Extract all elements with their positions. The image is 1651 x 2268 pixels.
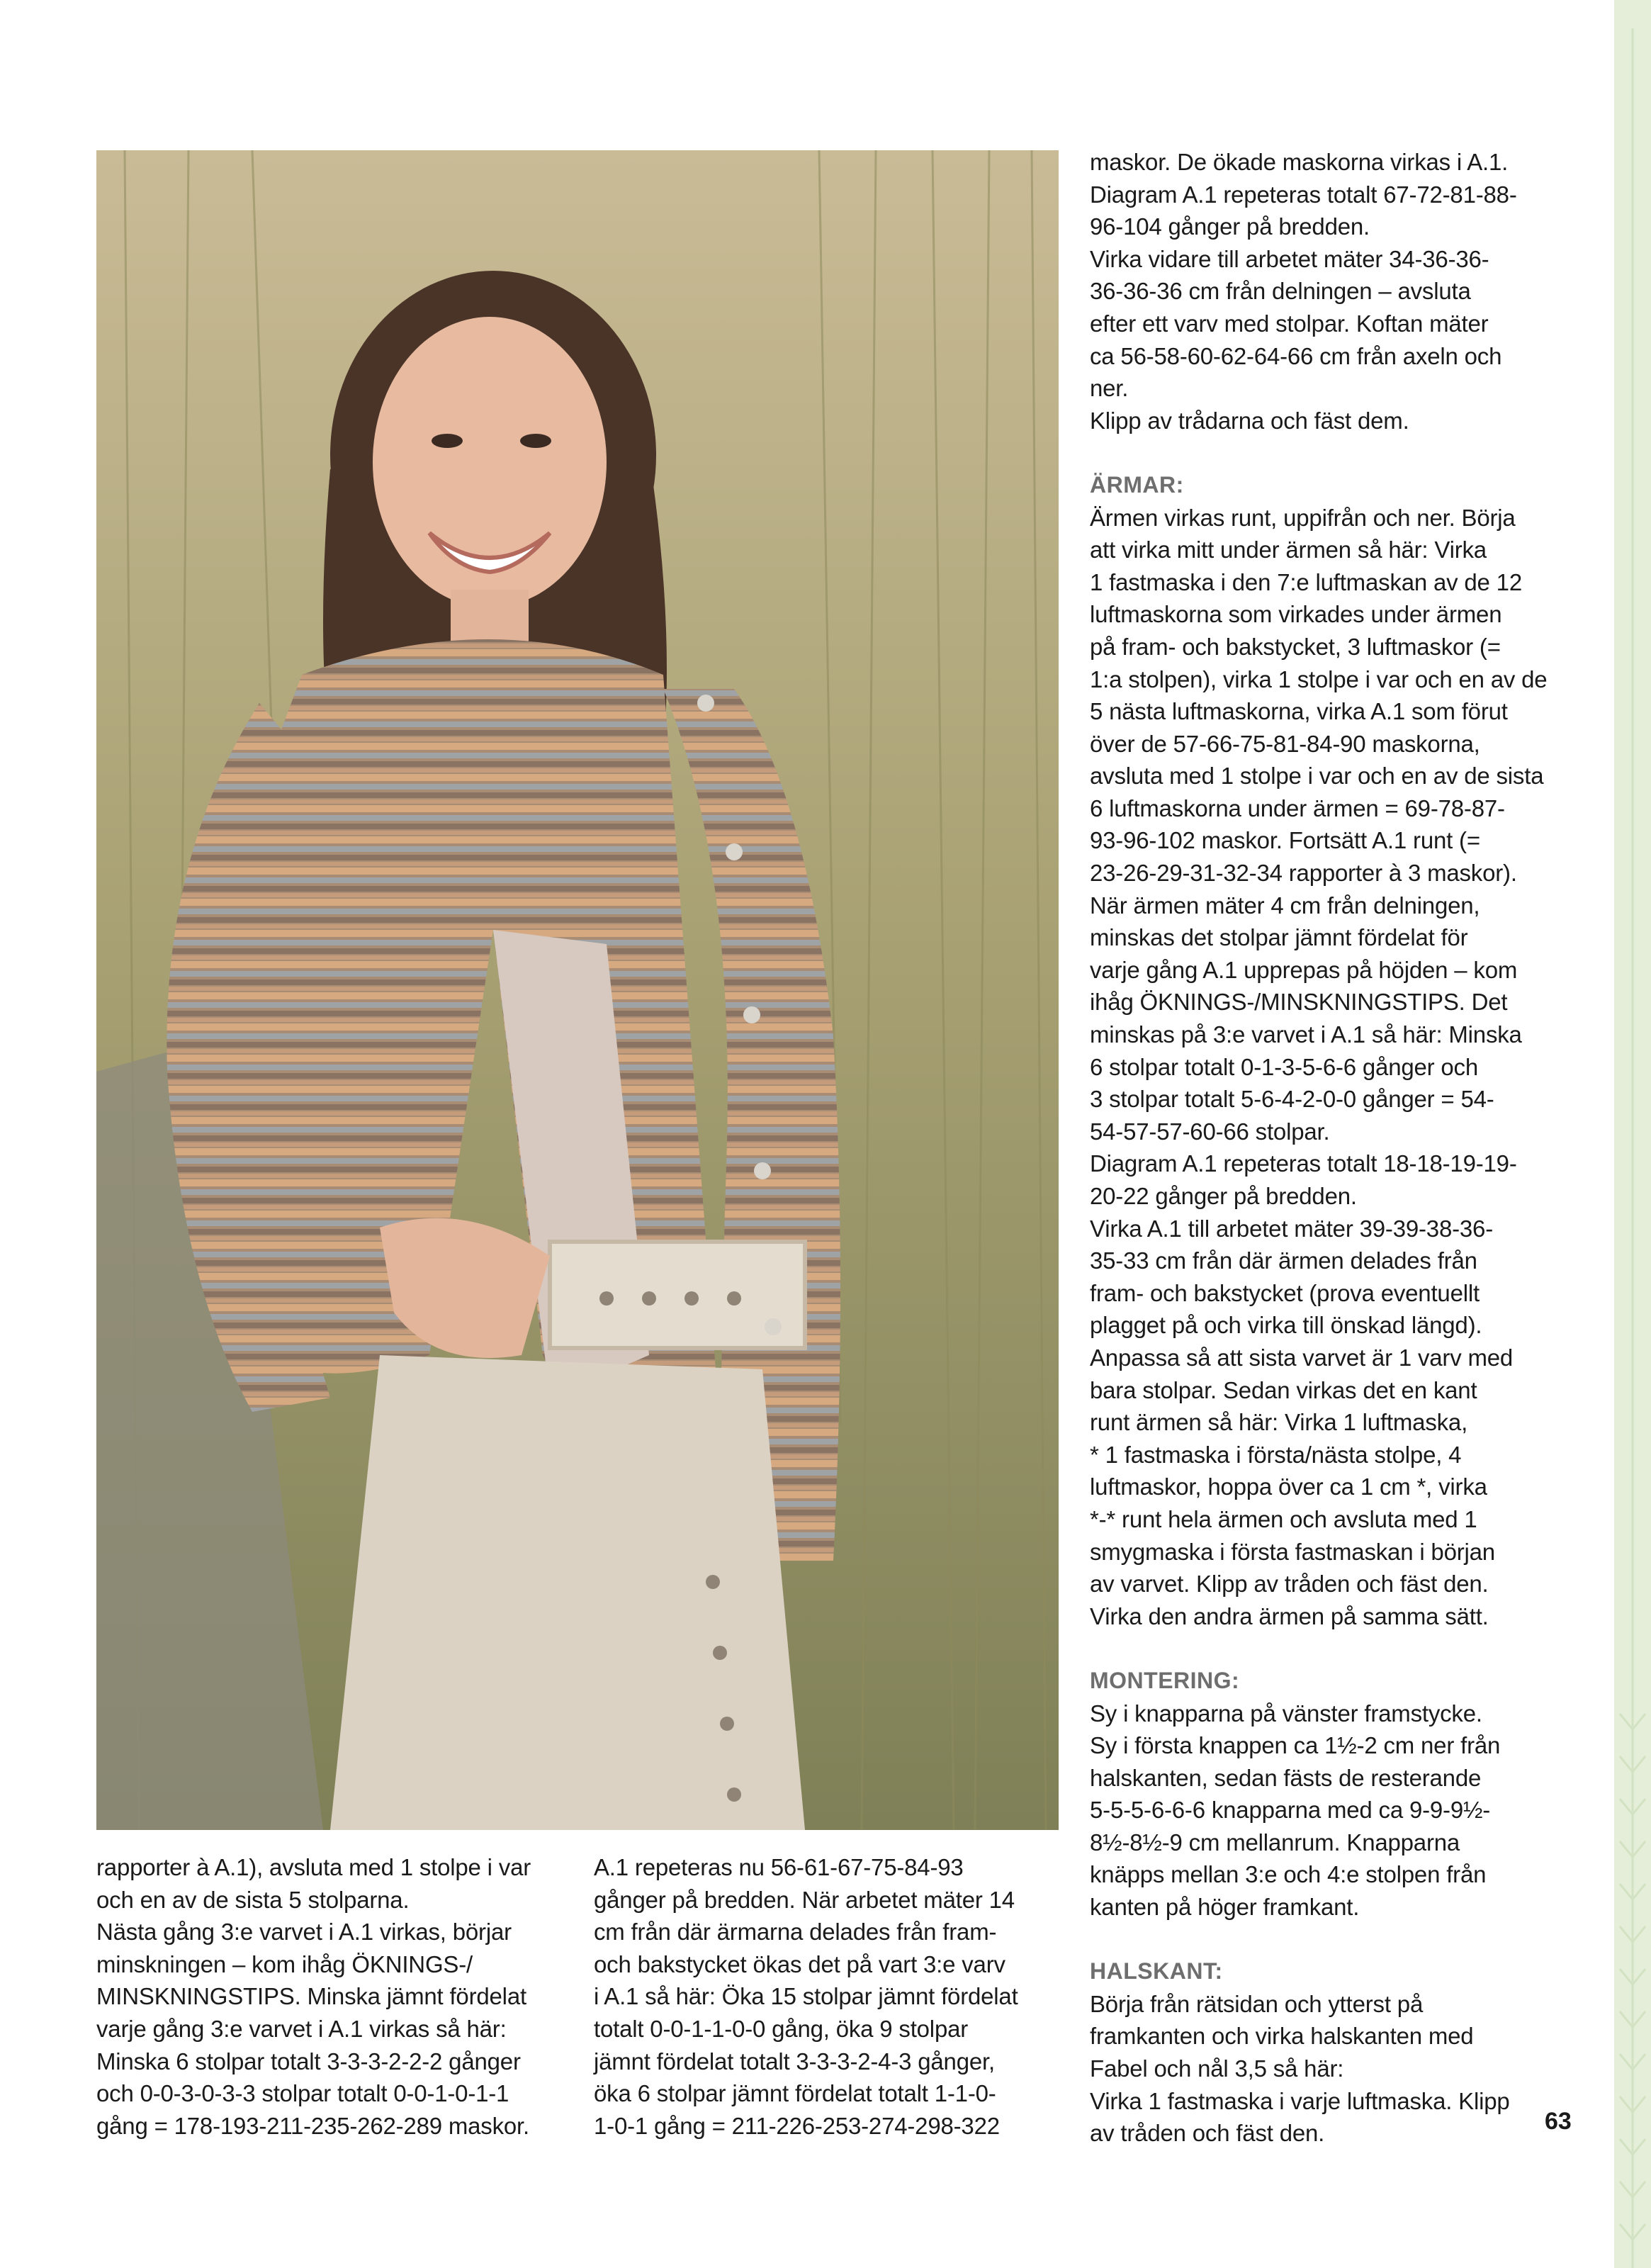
text-line: minskas det stolpar jämnt fördelat för bbox=[1090, 924, 1468, 951]
text-line: * 1 fastmaska i första/nästa stolpe, 4 bbox=[1090, 1441, 1462, 1468]
text-line: och en av de sista 5 stolparna. bbox=[96, 1886, 410, 1913]
text-line: cm från där ärmarna delades från fram- bbox=[594, 1919, 997, 1946]
middle-text-column bbox=[594, 1851, 1047, 2142]
text-line: avsluta med 1 stolpe i var och en av de sista bbox=[1090, 763, 1544, 790]
text-line: rapporter à A.1), avsluta med 1 stolpe i var bbox=[96, 1854, 531, 1880]
text-line: gång = 178-193-211-235-262-289 maskor. bbox=[96, 2112, 529, 2139]
leaf-pattern-decoration bbox=[1614, 0, 1651, 2268]
text-line: runt ärmen så här: Virka 1 luftmaska, bbox=[1090, 1409, 1468, 1436]
text-line: Ärmen virkas runt, uppifrån och ner. Börja bbox=[1090, 504, 1516, 531]
text-line: 3 stolpar totalt 5-6-4-2-0-0 gånger = 54- bbox=[1090, 1086, 1494, 1113]
text-line: ihåg ÖKNINGS-/MINSKNINGSTIPS. Det bbox=[1090, 989, 1508, 1016]
page-number: 63 bbox=[1545, 2108, 1572, 2135]
text-line: 6 stolpar totalt 0-1-3-5-6-6 gånger och bbox=[1090, 1053, 1479, 1080]
text-line: 20-22 gånger på bredden. bbox=[1090, 1183, 1357, 1209]
text-line: Fabel och nål 3,5 så här: bbox=[1090, 2055, 1344, 2082]
text-line: 54-57-57-60-66 stolpar. bbox=[1090, 1118, 1330, 1145]
text-line: När ärmen mäter 4 cm från delningen, bbox=[1090, 892, 1480, 919]
text-line: kanten på höger framkant. bbox=[1090, 1894, 1360, 1921]
text-line: Diagram A.1 repeteras totalt 18-18-19-19- bbox=[1090, 1150, 1517, 1177]
text-line: 8½-8½-9 cm mellanrum. Knapparna bbox=[1090, 1829, 1460, 1856]
text-line: Virka den andra ärmen på samma sätt. bbox=[1090, 1602, 1489, 1629]
page-margin-strip bbox=[1614, 0, 1651, 2268]
text-line: Diagram A.1 repeteras totalt 67-72-81-88- bbox=[1090, 181, 1517, 208]
text-line: jämnt fördelat totalt 3-3-3-2-4-3 gånger, bbox=[594, 2048, 995, 2075]
text-line: 6 luftmaskorna under ärmen = 69-78-87- bbox=[1090, 795, 1505, 821]
text-line: minskningen – kom ihåg ÖKNINGS-/ bbox=[96, 1950, 473, 1977]
text-line: av tråden och fäst den. bbox=[1090, 2120, 1325, 2147]
text-line: bara stolpar. Sedan virkas det en kant bbox=[1090, 1376, 1477, 1403]
text-line: 93-96-102 maskor. Fortsätt A.1 runt (= bbox=[1090, 827, 1480, 854]
text-line: framkanten och virka halskanten med bbox=[1090, 2023, 1474, 2050]
right-text-column bbox=[1090, 146, 1572, 2150]
text-line: luftmaskorna som virkades under ärmen bbox=[1090, 601, 1502, 628]
text-line: Anpassa så att sista varvet är 1 varv med bbox=[1090, 1344, 1514, 1371]
text-line: Sy i knapparna på vänster framstycke. bbox=[1090, 1700, 1482, 1727]
text-line: över de 57-66-75-81-84-90 maskorna, bbox=[1090, 730, 1480, 757]
text-line: varje gång 3:e varvet i A.1 virkas så här: bbox=[96, 2015, 507, 2042]
text-line: 1 fastmaska i den 7:e luftmaskan av de 12 bbox=[1090, 568, 1522, 595]
photo-illustration bbox=[96, 150, 1059, 1830]
text-line: 5-5-5-6-6-6 knapparna med ca 9-9-9½- bbox=[1090, 1797, 1491, 1824]
text-line: Minska 6 stolpar totalt 3-3-3-2-2-2 gånger bbox=[96, 2048, 521, 2075]
text-line: Virka A.1 till arbetet mäter 39-39-38-36- bbox=[1090, 1215, 1493, 1242]
model-photo bbox=[96, 150, 1059, 1830]
text-line: A.1 repeteras nu 56-61-67-75-84-93 bbox=[594, 1854, 964, 1880]
text-line: Sy i första knappen ca 1½-2 cm ner från bbox=[1090, 1732, 1501, 1759]
text-line: *-* runt hela ärmen och avsluta med 1 bbox=[1090, 1505, 1477, 1532]
text-line: Virka 1 fastmaska i varje luftmaska. Klipp bbox=[1090, 2087, 1510, 2114]
text-line: luftmaskor, hoppa över ca 1 cm *, virka bbox=[1090, 1473, 1487, 1500]
text-line: smygmaska i första fastmaskan i början bbox=[1090, 1538, 1495, 1565]
text-line: Klipp av trådarna och fäst dem. bbox=[1090, 407, 1409, 434]
text-line: maskor. De ökade maskorna virkas i A.1. bbox=[1090, 149, 1509, 175]
text-line: 96-104 gånger på bredden. bbox=[1090, 213, 1370, 240]
section-heading-armar: ÄRMAR: bbox=[1090, 471, 1184, 498]
section-heading-halskant: HALSKANT: bbox=[1090, 1958, 1223, 1984]
left-text-column bbox=[96, 1851, 564, 2142]
text-line: att virka mitt under ärmen så här: Virka bbox=[1090, 537, 1487, 563]
text-line: och bakstycket ökas det på vart 3:e varv bbox=[594, 1950, 1005, 1977]
text-line: av varvet. Klipp av tråden och fäst den. bbox=[1090, 1571, 1489, 1598]
text-line: totalt 0-0-1-1-0-0 gång, öka 9 stolpar bbox=[594, 2015, 969, 2042]
text-line: på fram- och bakstycket, 3 luftmaskor (= bbox=[1090, 633, 1501, 660]
text-line: MINSKNINGSTIPS. Minska jämnt fördelat bbox=[96, 1983, 526, 2010]
text-line: Börja från rätsidan och ytterst på bbox=[1090, 1990, 1424, 2017]
text-line: öka 6 stolpar jämnt fördelat totalt 1-1-0- bbox=[594, 2080, 996, 2107]
text-line: ner. bbox=[1090, 375, 1129, 402]
text-line: 23-26-29-31-32-34 rapporter à 3 maskor). bbox=[1090, 860, 1517, 887]
text-line: 35-33 cm från där ärmen delades från bbox=[1090, 1247, 1477, 1274]
section-heading-montering: MONTERING: bbox=[1090, 1667, 1240, 1693]
text-line: 1-0-1 gång = 211-226-253-274-298-322 bbox=[594, 2112, 1000, 2139]
text-line: ca 56-58-60-62-64-66 cm från axeln och bbox=[1090, 342, 1502, 369]
text-line: 5 nästa luftmaskorna, virka A.1 som förut bbox=[1090, 698, 1508, 725]
text-line: gånger på bredden. När arbetet mäter 14 bbox=[594, 1886, 1015, 1913]
text-line: 1:a stolpen), virka 1 stolpe i var och en av de bbox=[1090, 666, 1548, 692]
text-line: plagget på och virka till önskad längd). bbox=[1090, 1312, 1482, 1339]
text-line: knäpps mellan 3:e och 4:e stolpen från bbox=[1090, 1861, 1487, 1888]
text-line: minskas på 3:e varvet i A.1 så här: Minska bbox=[1090, 1021, 1522, 1048]
text-line: och 0-0-3-0-3-3 stolpar totalt 0-0-1-0-1-1 bbox=[96, 2080, 509, 2107]
text-line: Virka vidare till arbetet mäter 34-36-36- bbox=[1090, 245, 1489, 272]
text-line: halskanten, sedan fästs de resterande bbox=[1090, 1764, 1482, 1791]
text-line: 36-36-36 cm från delningen – avsluta bbox=[1090, 278, 1471, 305]
text-line: efter ett varv med stolpar. Koftan mäter bbox=[1090, 310, 1489, 337]
text-line: varje gång A.1 upprepas på höjden – kom bbox=[1090, 956, 1518, 983]
text-line: i A.1 så här: Öka 15 stolpar jämnt fördelat bbox=[594, 1983, 1018, 2010]
text-line: fram- och bakstycket (prova eventuellt bbox=[1090, 1279, 1480, 1306]
text-line: Nästa gång 3:e varvet i A.1 virkas, börjar bbox=[96, 1919, 512, 1946]
